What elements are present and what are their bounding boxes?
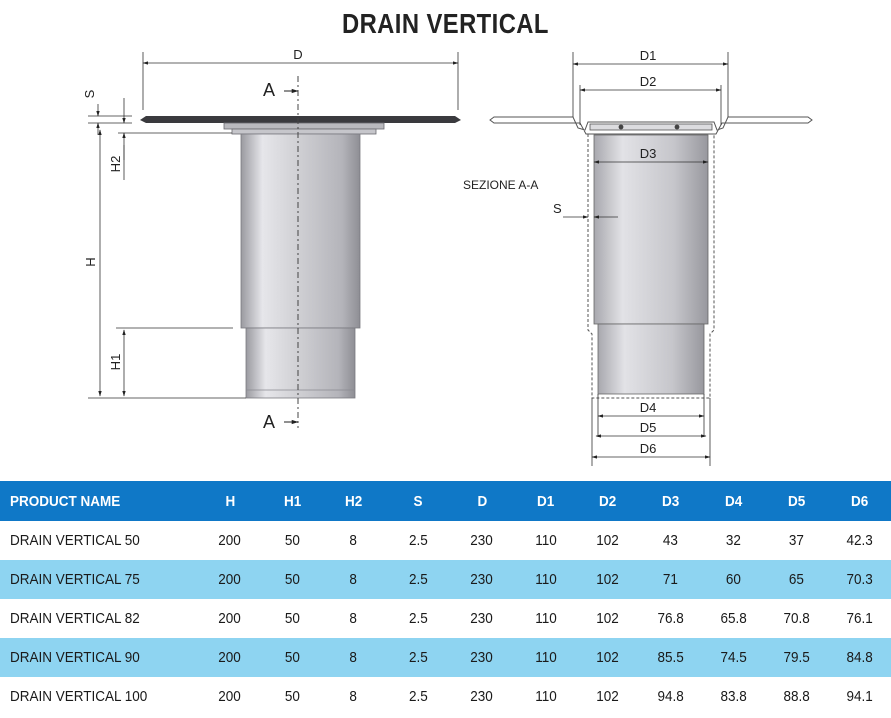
cell-text: DRAIN VERTICAL 50 [10,532,140,549]
table-cell [449,521,515,560]
table-cell [702,560,765,599]
table-cell [265,599,320,638]
dim-label-s: S [82,89,97,99]
table-cell [515,638,577,677]
cell-text: 85.5 [657,649,684,666]
table-cell [195,677,265,716]
table-cell [449,638,515,677]
cell-text: 2.5 [408,688,428,705]
table-cell [195,599,265,638]
cell-text: 8 [349,688,358,705]
table-cell [387,560,449,599]
flange-collar [224,123,384,129]
cell-text: 8 [349,649,358,666]
table-cell [765,677,828,716]
table-cell [639,638,702,677]
cell-text: 200 [218,532,242,549]
flange [140,116,461,123]
col-header-d6: D6 [828,481,891,521]
col-header-d3: D3 [639,481,702,521]
product-name-cell [0,599,195,638]
cell-text: DRAIN VERTICAL 82 [10,610,140,627]
table-cell [449,599,515,638]
dim-label-d4: D4 [639,400,657,415]
cell-text: 50 [284,610,301,627]
dim-label-h2: H2 [108,155,123,173]
cell-text: 102 [596,688,620,705]
table-cell [195,521,265,560]
section-marker-bottom: A [263,412,276,432]
cell-text: 110 [535,610,557,627]
table-cell [449,560,515,599]
table-cell [577,677,639,716]
cell-text: 110 [535,532,557,549]
table-cell [387,677,449,716]
table-cell [320,521,387,560]
section-marker-top: A [263,80,276,100]
table-header-row [0,481,891,521]
col-header-d2: D2 [577,481,639,521]
cell-text: 84.8 [846,649,873,666]
cell-text: 70.8 [783,610,810,627]
table-cell [195,560,265,599]
cell-text: 50 [284,571,301,588]
cell-text: 94.8 [657,688,684,705]
cell-text: 200 [218,688,242,705]
cell-text: 110 [535,649,557,666]
table-cell [765,521,828,560]
dim-label-h: H [83,257,98,267]
cell-text: 110 [535,571,557,588]
cell-text: 102 [596,649,620,666]
cell-text: 8 [349,610,358,627]
table-cell [320,560,387,599]
cell-text: 76.1 [846,610,873,627]
table-cell [639,677,702,716]
table-cell [765,599,828,638]
col-header-h1: H1 [265,481,320,521]
cell-text: 230 [470,532,494,549]
cell-text: 2.5 [408,649,428,666]
table-cell [828,560,891,599]
table-cell [265,638,320,677]
cell-text: 200 [218,649,242,666]
table-cell [387,521,449,560]
table-cell [320,638,387,677]
product-name-cell [0,521,195,560]
cell-text: 230 [470,688,494,705]
cell-text: 83.8 [720,688,747,705]
table-cell [195,638,265,677]
cell-text: 102 [596,532,620,549]
dim-label-d2: D2 [639,74,657,89]
cell-text: 2.5 [408,532,428,549]
table-cell [828,599,891,638]
spec-table [0,481,891,716]
product-name-cell [0,638,195,677]
side-view [82,47,461,432]
dim-label-h1: H1 [108,353,123,371]
section-view [463,48,812,466]
cell-text: 8 [349,532,358,549]
cell-text: DRAIN VERTICAL 90 [10,649,140,666]
table-row [0,677,891,716]
cell-text: 74.5 [720,649,747,666]
table-cell [387,638,449,677]
cell-text: 60 [725,571,742,588]
cell-text: 50 [284,532,301,549]
cell-text: 37 [788,532,805,549]
table-cell [265,521,320,560]
cell-text: 79.5 [783,649,810,666]
table-cell [515,521,577,560]
table-cell [449,677,515,716]
cell-text: 65.8 [720,610,747,627]
table-cell [577,599,639,638]
cell-text: 32 [725,532,742,549]
dim-label-d6: D6 [639,441,657,456]
section-caption: SEZIONE A-A [463,178,539,192]
table-cell [702,599,765,638]
table-cell [515,599,577,638]
cell-text: 230 [470,571,494,588]
cell-text: 8 [349,571,358,588]
table-cell [577,638,639,677]
table-cell [387,599,449,638]
cell-text: 94.1 [846,688,873,705]
pipe-lower [246,328,355,398]
cell-text: 71 [662,571,679,588]
table-cell [702,521,765,560]
col-header-d5: D5 [765,481,828,521]
cell-text: 50 [284,688,301,705]
dim-label-d: D [293,47,303,62]
cell-text: 230 [470,649,494,666]
cell-text: 200 [218,571,242,588]
col-header-product-name: PRODUCT NAME [0,481,195,521]
col-header-h2: H2 [320,481,387,521]
table-row [0,521,891,560]
table-cell [320,677,387,716]
table-cell [702,677,765,716]
dim-label-d1: D1 [639,48,657,63]
table-row [0,599,891,638]
table-cell [577,560,639,599]
table-cell [265,677,320,716]
table-cell [702,638,765,677]
col-header-h: H [195,481,265,521]
cell-text: 2.5 [408,571,428,588]
table-cell [765,638,828,677]
cell-text: 70.3 [846,571,873,588]
cell-text: 102 [596,610,620,627]
table-cell [515,560,577,599]
table-cell [577,521,639,560]
col-header-d4: D4 [702,481,765,521]
cell-text: 76.8 [657,610,684,627]
col-header-d1: D1 [515,481,577,521]
table-cell [639,560,702,599]
col-header-d: D [449,481,515,521]
dim-label-d3: D3 [639,146,657,161]
table-cell [828,521,891,560]
dim-label-s-section: S [553,201,562,216]
table-cell [265,560,320,599]
product-name-cell [0,560,195,599]
cell-text: 110 [535,688,557,705]
cell-text: 43 [662,532,679,549]
table-cell [828,677,891,716]
pipe-upper [241,134,360,328]
table-cell [639,599,702,638]
cell-text: 102 [596,571,620,588]
section-inner-lower [598,324,704,394]
section-inner-upper [594,135,708,324]
cell-text: 2.5 [408,610,428,627]
cell-text: DRAIN VERTICAL 75 [10,571,140,588]
page-title: DRAIN VERTICAL [341,8,549,39]
table-row [0,560,891,599]
cell-text: 200 [218,610,242,627]
cell-text: 65 [788,571,805,588]
table-row [0,638,891,677]
table-cell [515,677,577,716]
cell-text: 42.3 [846,532,873,549]
cell-text: 230 [470,610,494,627]
table-cell [639,521,702,560]
table-cell [765,560,828,599]
cell-text: 88.8 [783,688,810,705]
cell-text: DRAIN VERTICAL 100 [10,688,148,705]
col-header-s: S [387,481,449,521]
product-name-cell [0,677,195,716]
cell-text: 50 [284,649,301,666]
table-cell [828,638,891,677]
dim-label-d5: D5 [639,420,657,435]
table-cell [320,599,387,638]
